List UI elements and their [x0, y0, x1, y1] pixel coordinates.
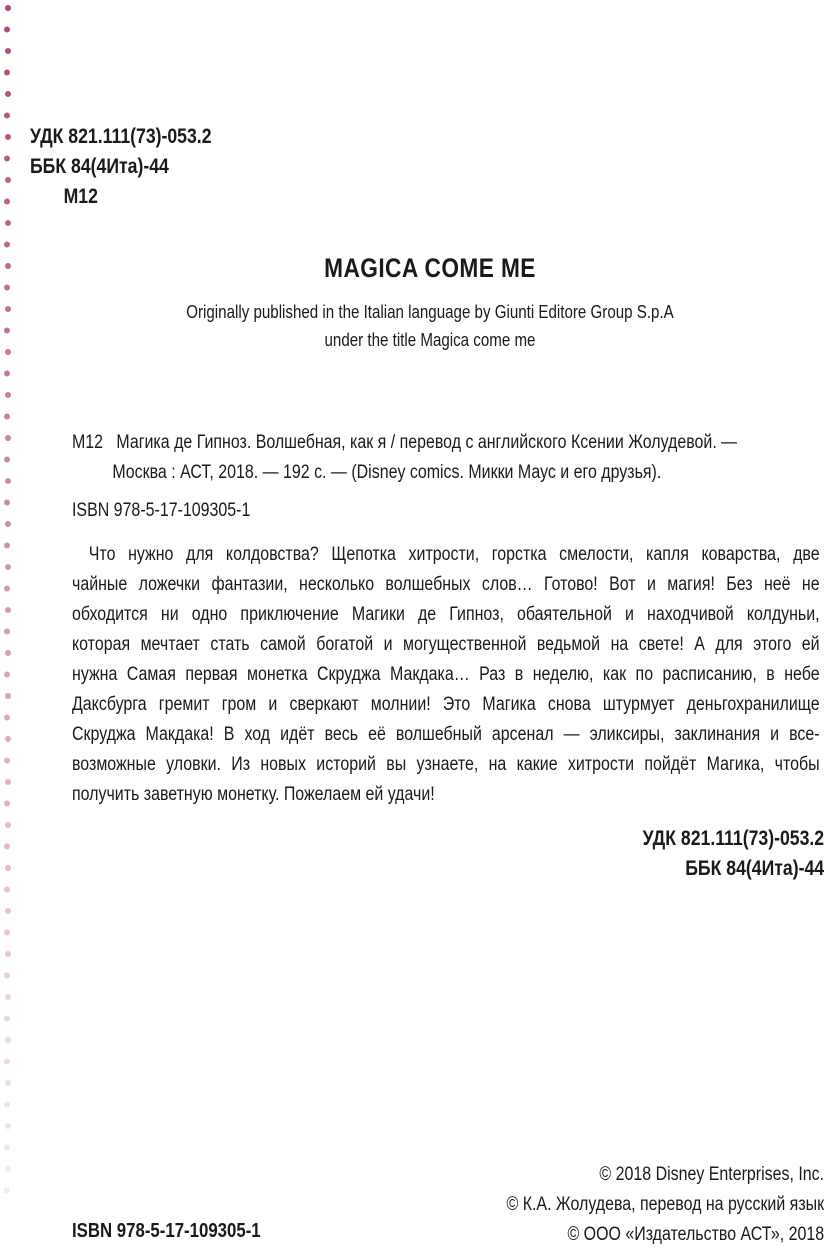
border-dot	[5, 134, 11, 140]
bibliographic-line-2: Москва : АСТ, 2018. — 192 с. — (Disney comics. Микки Маус и его друзья).	[112, 462, 662, 483]
border-dot	[5, 349, 11, 355]
border-dot	[4, 1059, 10, 1065]
border-dot	[4, 156, 10, 162]
border-dot	[4, 1016, 10, 1022]
udk-code: УДК 821.111(73)-053.2	[30, 125, 212, 148]
border-dot	[4, 199, 10, 205]
border-dot	[4, 457, 10, 463]
border-dot	[4, 844, 10, 850]
annotation-line: которая мечтает стать самой богатой и могущественной ведьмой на свете! А для этого ей	[72, 634, 820, 655]
classification-block-top	[30, 122, 246, 212]
udk-code: УДК 821.111(73)-053.2	[642, 827, 824, 850]
border-dot	[5, 693, 11, 699]
border-dot	[5, 435, 11, 441]
border-dot	[5, 779, 11, 785]
bibliographic-line-1: М12 Магика де Гипноз. Волшебная, как я / перевод с английского Ксении Жолудевой. —	[72, 432, 738, 453]
bibliographic-record	[72, 428, 826, 488]
border-dot	[4, 629, 10, 635]
annotation-line: Что нужно для колдовства? Щепотка хитрости, горстка смелости, капля коварства, две	[88, 544, 820, 565]
border-dot	[4, 500, 10, 506]
border-dot	[5, 736, 11, 742]
border-dot	[4, 70, 10, 76]
border-dot	[5, 908, 11, 914]
bbk-code: ББК 84(4Ита)-44	[685, 857, 824, 880]
annotation-line: нужна Самая первая монетка Скруджа Макдака… Раз в неделю, как по расписанию, в небе	[72, 664, 820, 685]
border-dot	[4, 328, 10, 334]
copyright-line: © 2018 Disney Enterprises, Inc.	[599, 1164, 824, 1185]
annotation-line: Даксбурга гремит гром и сверкают молнии! Это Магика снова штурмует деньгохранилище	[72, 694, 820, 715]
border-dot	[4, 285, 10, 291]
annotation-paragraph	[72, 540, 820, 810]
copyright-line: © ООО «Издательство АСТ», 2018	[567, 1224, 824, 1245]
border-dot	[5, 392, 11, 398]
annotation-line: чайные ложечки фантазии, несколько волшебных слов… Готово! Вот и магия! Без неё не	[72, 574, 820, 595]
border-dot	[4, 1145, 10, 1151]
border-dot	[5, 48, 11, 54]
border-dot	[5, 564, 11, 570]
border-dot	[4, 414, 10, 420]
border-dot	[4, 543, 10, 549]
original-publication-line-1: Originally published in the Italian language by Giunti Editore Group S.p.A	[186, 302, 674, 322]
border-dot	[5, 994, 11, 1000]
border-dot	[4, 586, 10, 592]
border-dot	[4, 887, 10, 893]
border-dot	[5, 5, 11, 11]
original-publication-line-2: under the title Magica come me	[324, 330, 536, 350]
border-dot	[5, 1123, 11, 1129]
annotation-line: получить заветную монетку. Пожелаем ей удачи!	[72, 784, 435, 805]
border-dot	[4, 242, 10, 248]
border-dot	[4, 758, 10, 764]
border-dot	[5, 521, 11, 527]
book-title: MAGICA COME ME	[324, 253, 536, 283]
border-dot	[4, 801, 10, 807]
border-dot	[4, 371, 10, 377]
border-dot	[5, 220, 11, 226]
border-dot	[5, 478, 11, 484]
border-dot	[5, 1166, 11, 1172]
annotation-line: возможные уловки. Из новых историй вы узнаете, на какие хитрости пойдёт Магика, чтобы	[72, 754, 820, 775]
border-dot	[4, 27, 10, 33]
border-dot	[5, 306, 11, 312]
border-dot	[5, 1037, 11, 1043]
border-dot	[4, 1188, 10, 1194]
decorative-dot-border	[0, 0, 20, 1248]
border-dot	[5, 650, 11, 656]
border-dot	[4, 715, 10, 721]
border-dot	[4, 930, 10, 936]
isbn-record: ISBN 978-5-17-109305-1	[72, 500, 251, 521]
border-dot	[5, 607, 11, 613]
border-dot	[5, 91, 11, 97]
annotation-line: Скруджа Макдака! В ход идёт весь её волшебный арсенал — эликсиры, заклинания и все-	[72, 724, 820, 745]
original-publication-note	[120, 298, 740, 354]
copyright-block	[446, 1160, 824, 1250]
border-dot	[5, 263, 11, 269]
copyright-line: © К.А. Жолудева, перевод на русский язык	[506, 1194, 824, 1215]
border-dot	[5, 865, 11, 871]
border-dot	[5, 177, 11, 183]
annotation-line: обходится ни одно приключение Магики де Гипноз, обаятельной и находчивой колдуньи,	[72, 604, 820, 625]
isbn-footer: ISBN 978-5-17-109305-1	[72, 1220, 261, 1242]
border-dot	[4, 973, 10, 979]
border-dot	[4, 113, 10, 119]
border-dot	[5, 1080, 11, 1086]
border-dot	[5, 822, 11, 828]
classification-block-bottom	[608, 824, 824, 884]
bbk-code: ББК 84(4Ита)-44	[30, 155, 169, 178]
border-dot	[4, 1102, 10, 1108]
border-dot	[4, 672, 10, 678]
author-mark: М12	[63, 185, 98, 208]
border-dot	[5, 951, 11, 957]
